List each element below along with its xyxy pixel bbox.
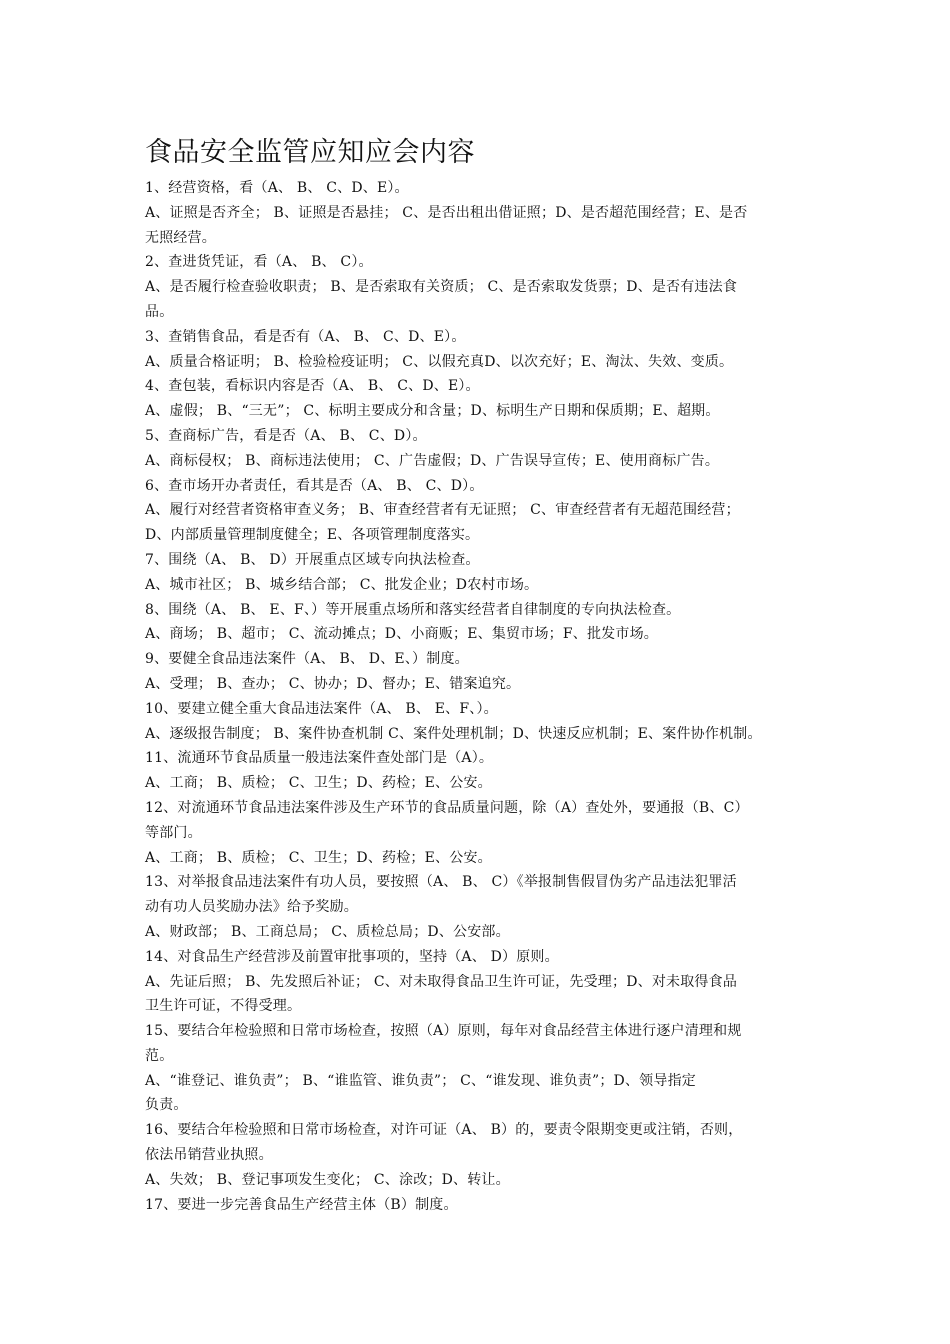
text-line: 3、查销售食品，看是否有（A、 B、 C、D、E）。	[145, 328, 466, 345]
text-line: 8、围绕（A、 B、 E、F、）等开展重点场所和落实经营者自律制度的专向执法检查。	[145, 601, 681, 618]
text-line: A、“谁登记、谁负责”； B、“谁监管、谁负责”； C、“谁发现、谁负责”；D、领导指定	[145, 1072, 696, 1089]
text-line: 14、对食品生产经营涉及前置审批事项的，坚持（A、 D）原则。	[145, 948, 559, 965]
text-line: A、工商； B、质检； C、卫生；D、药检；E、公安。	[145, 849, 492, 866]
text-line: 品。	[145, 303, 174, 320]
text-line: 卫生许可证，不得受理。	[145, 998, 302, 1015]
text-line: 9、要健全食品违法案件（A、 B、 D、E、）制度。	[145, 651, 469, 668]
text-line: 1、经营资格，看（A、 B、 C、D、E）。	[145, 180, 409, 196]
text-line: A、虚假； B、“三无”； C、标明主要成分和含量；D、标明生产日期和保质期；E、超期。	[145, 403, 720, 420]
text-line: 16、要结合年检验照和日常市场检查，对许可证（A、 B）的，要责令限期变更或注销，否则，	[145, 1122, 743, 1139]
text-line: 负责。	[145, 1097, 188, 1114]
text-line: 6、查市场开办者责任，看其是否（A、 B、 C、D）。	[145, 477, 484, 494]
document-page	[145, 136, 825, 1217]
text-line: A、财政部； B、工商总局； C、质检总局；D、公安部。	[145, 923, 510, 940]
text-line: A、城市社区； B、城乡结合部； C、批发企业；D农村市场。	[145, 576, 539, 593]
text-line: A、商标侵权； B、商标违法使用； C、广告虚假；D、广告误导宣传；E、使用商标广告。	[145, 452, 720, 469]
text-line: 12、对流通环节食品违法案件涉及生产环节的食品质量问题，除（A）查处外，要通报（B、C）	[145, 799, 749, 816]
text-line: A、证照是否齐全； B、证照是否悬挂； C、是否出租出借证照；D、是否超范围经营；E、是否	[145, 204, 748, 221]
text-line: 7、围绕（A、 B、 D）开展重点区域专向执法检查。	[145, 551, 480, 568]
text-line: A、商场； B、超市； C、流动摊点；D、小商贩；E、集贸市场；F、批发市场。	[145, 626, 658, 643]
text-line: 范。	[145, 1047, 174, 1064]
text-line: A、受理； B、查办； C、协办；D、督办；E、错案追究。	[145, 675, 521, 692]
text-line: 15、要结合年检验照和日常市场检查，按照（A）原则，每年对食品经营主体进行逐户清理和规	[145, 1023, 742, 1040]
text-line: 17、要进一步完善食品生产经营主体（B）制度。	[145, 1196, 458, 1213]
text-line: A、先证后照； B、先发照后补证； C、对未取得食品卫生许可证，先受理；D、对未取得食品	[145, 973, 738, 990]
text-line: A、履行对经营者资格审查义务； B、审查经营者有无证照； C、审查经营者有无超范围经营；	[145, 502, 740, 519]
text-line: 依法吊销营业执照。	[145, 1147, 273, 1164]
document-title: 食品安全监管应知应会内容	[145, 137, 475, 168]
text-line: A、质量合格证明； B、检验检疫证明； C、以假充真D、以次充好；E、淘汰、失效、变质。	[145, 353, 734, 370]
text-line: D、内部质量管理制度健全；E、各项管理制度落实。	[145, 527, 480, 544]
text-line: 10、要建立健全重大食品违法案件（A、 B、 E、F、）。	[145, 700, 498, 717]
text-line: A、逐级报告制度； B、案件协查机制 C、案件处理机制；D、快速反应机制；E、案件协作机制。	[145, 725, 762, 742]
document-body	[145, 176, 825, 1217]
text-line: 13、对举报食品违法案件有功人员，要按照（A、 B、 C）《举报制售假冒伪劣产品违法犯罪活	[145, 874, 737, 891]
text-line: A、工商； B、质检； C、卫生；D、药检；E、公安。	[145, 775, 492, 792]
text-line: 4、查包装，看标识内容是否（A、 B、 C、D、E）。	[145, 378, 480, 395]
text-line: A、失效； B、登记事项发生变化； C、涂改；D、转让。	[145, 1171, 510, 1188]
text-line: 无照经营。	[145, 229, 216, 246]
text-line: 2、查进货凭证，看（A、 B、 C）。	[145, 254, 373, 271]
text-line: 11、流通环节食品质量一般违法案件查处部门是（A）。	[145, 750, 494, 767]
text-line: 5、查商标广告，看是否（A、 B、 C、D）。	[145, 427, 427, 444]
text-line: A、是否履行检查验收职责； B、是否索取有关资质； C、是否索取发货票；D、是否有违法食	[145, 279, 738, 296]
text-line: 等部门。	[145, 824, 202, 841]
text-line: 动有功人员奖励办法》给予奖励。	[145, 899, 358, 916]
